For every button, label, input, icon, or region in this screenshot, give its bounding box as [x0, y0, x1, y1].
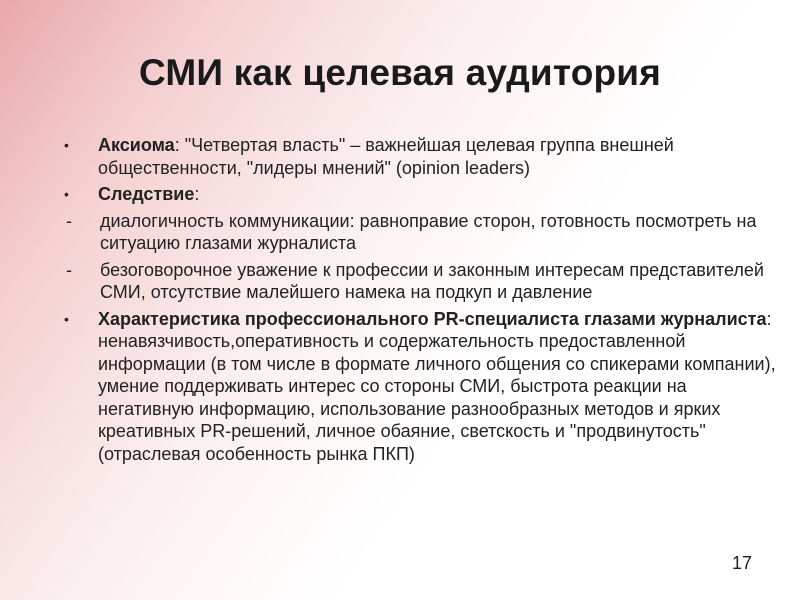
- list-item-text: [100, 210, 776, 255]
- list-item-bold: Аксиома: [98, 135, 175, 155]
- dash-icon: -: [66, 259, 72, 280]
- list-item-consequence: [64, 183, 776, 206]
- list-item-text: [100, 259, 776, 304]
- list-item-text: [98, 183, 776, 206]
- slide-content: [64, 134, 776, 469]
- list-item-body: диалогичность коммуникации: равноправие сторон, готовность посмотреть на ситуацию глазами журналиста: [100, 210, 757, 253]
- list-item-body: безоговорочное уважение к профессии и законным интересам представителей СМИ, отсутствие малейшего намека на подкуп и давление: [100, 259, 764, 302]
- list-item-body: :: [194, 184, 200, 204]
- list-item-body: : "Четвертая власть" – важнейшая целевая группа внешней общественности, "лидеры мнений" (opinion leaders): [98, 135, 674, 178]
- list-item-text: [98, 308, 776, 466]
- slide-title: СМИ как целевая аудитория: [138, 52, 662, 93]
- list-item-bold: Следствие: [98, 184, 195, 204]
- list-item-text: [98, 134, 776, 179]
- bullet-icon: •: [64, 137, 69, 153]
- list-item-body: : ненавязчивость,оперативность и содержательность предоставленной информации (в том числе в формате личного общения со спикерами компании), умение поддерживать интерес со стороны СМИ, быстрота реакции на негативную информацию, использование разнообразных методов и ярких креативных PR-решений, личное обаяние, светскость и "продвинутость" (отраслевая особенность рынка ПКП): [98, 308, 776, 464]
- list-item-dialogue: [64, 210, 776, 255]
- list-item-bold: Характеристика профессионального PR-специалиста глазами журналиста: [98, 308, 767, 329]
- list-item-respect: [64, 259, 776, 304]
- list-item-pr-specialist: [64, 308, 776, 466]
- list-item-axiom: [64, 134, 776, 179]
- bullet-icon: •: [64, 186, 69, 202]
- bullet-icon: •: [64, 310, 69, 327]
- page-number: 17: [731, 553, 752, 573]
- dash-icon: -: [66, 210, 72, 231]
